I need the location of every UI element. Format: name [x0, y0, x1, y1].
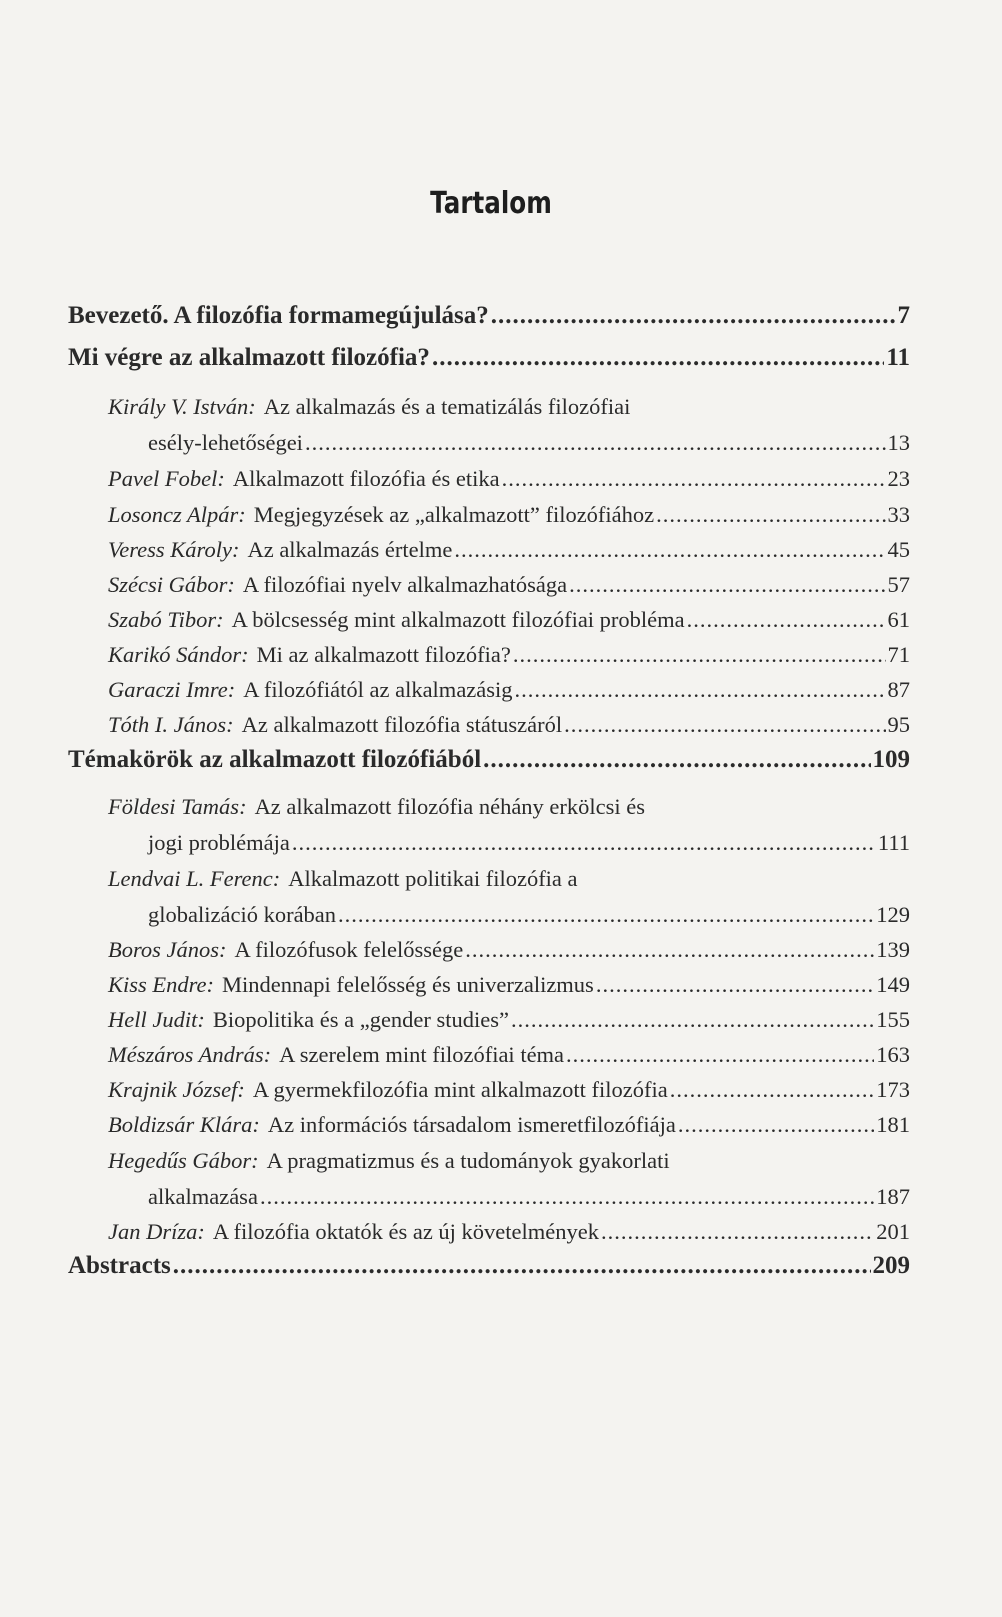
toc-entry	[68, 302, 910, 346]
dot-leader	[491, 302, 896, 330]
toc-entry	[68, 1042, 910, 1078]
page-title: Tartalom	[430, 186, 552, 221]
toc-entry	[68, 1252, 910, 1296]
toc-line	[108, 1007, 910, 1043]
toc-entry	[68, 572, 910, 608]
dot-leader	[305, 430, 886, 456]
dot-leader	[564, 712, 885, 738]
dot-leader	[465, 937, 874, 963]
entry-title-continuation: globalizáció korában	[148, 902, 337, 927]
page-number: 45	[887, 537, 910, 562]
page-number: 173	[876, 1077, 910, 1102]
toc-line	[108, 537, 910, 573]
toc-line	[68, 746, 910, 790]
toc-line	[108, 937, 910, 973]
toc-entry	[68, 502, 910, 538]
toc-entry	[68, 344, 910, 388]
toc-line	[108, 607, 910, 643]
entry-title: Bevezető. A filozófia formamegújulása?	[68, 302, 489, 329]
toc-line	[108, 572, 910, 608]
entry-title: Biopolitika és a „gender studies”	[212, 1007, 510, 1032]
toc-entry	[68, 1219, 910, 1255]
entry-title: Témakörök az alkalmazott filozófiából	[68, 746, 482, 773]
entry-title-continuation: alkalmazása	[148, 1184, 258, 1209]
toc-line	[108, 794, 910, 830]
dot-leader	[502, 466, 886, 492]
dot-leader	[338, 902, 874, 928]
entry-title: A szerelem mint filozófiai téma	[279, 1042, 565, 1067]
entry-title: Az alkalmazás és a tematizálás filozófiai	[263, 394, 631, 419]
toc-line	[68, 344, 910, 388]
page-number: 95	[887, 712, 910, 737]
dot-leader	[678, 1112, 874, 1138]
entry-author: Karikó Sándor:	[108, 642, 249, 667]
dot-leader	[601, 1219, 874, 1245]
page-number: 87	[887, 677, 910, 702]
toc-line	[108, 1112, 910, 1148]
toc-entry	[68, 712, 910, 748]
page-number: 61	[887, 607, 910, 632]
dot-leader	[569, 572, 885, 598]
toc-line	[108, 972, 910, 1008]
toc-line	[68, 1252, 910, 1296]
toc-line	[108, 677, 910, 713]
entry-title-continuation: jogi problémája	[148, 830, 290, 855]
page-number: 13	[887, 430, 910, 455]
toc-line	[108, 466, 910, 502]
toc-line	[108, 1077, 910, 1113]
dot-leader	[483, 746, 870, 774]
entry-author: Losoncz Alpár:	[108, 502, 246, 527]
page-number: 163	[876, 1042, 910, 1067]
entry-author: Földesi Tamás:	[108, 794, 247, 819]
toc-entry	[68, 1112, 910, 1148]
toc-entry	[68, 466, 910, 502]
toc-line	[108, 642, 910, 678]
entry-title: Az információs társadalom ismeretfilozófiája	[267, 1112, 676, 1137]
entry-title: Az alkalmazott filozófia néhány erkölcsi és	[254, 794, 646, 819]
dot-leader	[656, 502, 885, 528]
dot-leader	[513, 642, 886, 668]
page-number: 33	[887, 502, 910, 527]
entry-author: Király V. István:	[108, 394, 256, 419]
entry-title: Mi végre az alkalmazott filozófia?	[68, 344, 430, 371]
dot-leader	[670, 1077, 875, 1103]
page-number: 139	[876, 937, 910, 962]
toc-line-continuation	[108, 902, 910, 938]
page-number: 111	[877, 830, 910, 855]
page-number: 181	[876, 1112, 910, 1137]
page-number: 7	[897, 302, 910, 329]
dot-leader	[454, 537, 885, 563]
dot-leader	[515, 677, 886, 703]
entry-title: A gyermekfilozófia mint alkalmazott filozófia	[252, 1077, 668, 1102]
toc-entry	[68, 537, 910, 573]
entry-author: Szécsi Gábor:	[108, 572, 235, 597]
toc-line	[108, 712, 910, 748]
page-number: 23	[887, 466, 910, 491]
page-number: 57	[887, 572, 910, 597]
toc-entry	[68, 677, 910, 713]
page-number: 187	[876, 1184, 910, 1209]
entry-author: Veress Károly:	[108, 537, 240, 562]
entry-title: A filozófiai nyelv alkalmazhatósága	[242, 572, 568, 597]
page-number: 11	[886, 344, 910, 371]
toc-entry	[68, 1148, 910, 1220]
page-number: 209	[872, 1252, 910, 1279]
entry-title-continuation: esély-lehetőségei	[148, 430, 303, 455]
dot-leader	[596, 972, 874, 998]
toc-line	[108, 866, 910, 902]
entry-title: Mi az alkalmazott filozófia?	[256, 642, 511, 667]
toc-line	[108, 1042, 910, 1078]
toc-entry	[68, 972, 910, 1008]
entry-title: Megjegyzések az „alkalmazott” filozófiához	[253, 502, 655, 527]
dot-leader	[566, 1042, 874, 1068]
toc-line	[108, 394, 910, 430]
toc-line	[108, 1219, 910, 1255]
page-number: 71	[887, 642, 910, 667]
entry-title: A bölcsesség mint alkalmazott filozófiai probléma	[231, 607, 685, 632]
entry-title: Alkalmazott filozófia és etika	[232, 466, 500, 491]
page-number: 109	[872, 746, 910, 773]
toc-entry	[68, 1007, 910, 1043]
toc-entry	[68, 394, 910, 466]
entry-author: Boros János:	[108, 937, 227, 962]
page-number: 155	[876, 1007, 910, 1032]
entry-title: A filozófia oktatók és az új követelmények	[212, 1219, 600, 1244]
entry-author: Boldizsár Klára:	[108, 1112, 260, 1137]
toc-line	[68, 302, 910, 346]
toc-entry	[68, 1077, 910, 1113]
toc-line-continuation	[108, 830, 910, 866]
entry-title: Alkalmazott politikai filozófia a	[288, 866, 578, 891]
page-number: 149	[876, 972, 910, 997]
toc-line	[108, 1148, 910, 1184]
toc-entry	[68, 794, 910, 866]
toc-line	[108, 502, 910, 538]
entry-title: A filozófusok felelőssége	[234, 937, 464, 962]
entry-author: Kiss Endre:	[108, 972, 215, 997]
entry-author: Hegedűs Gábor:	[108, 1148, 259, 1173]
entry-author: Garaczi Imre:	[108, 677, 236, 702]
entry-author: Mészáros András:	[108, 1042, 272, 1067]
toc-entry	[68, 607, 910, 643]
entry-author: Krajnik József:	[108, 1077, 245, 1102]
toc-entry	[68, 866, 910, 938]
page-number: 201	[876, 1219, 910, 1244]
entry-author: Szabó Tibor:	[108, 607, 224, 632]
entry-author: Hell Judit:	[108, 1007, 205, 1032]
dot-leader	[292, 830, 876, 856]
page-number: 129	[876, 902, 910, 927]
entry-author: Pavel Fobel:	[108, 466, 225, 491]
entry-title: Az alkalmazott filozófia státuszáról	[241, 712, 563, 737]
entry-author: Tóth I. János:	[108, 712, 234, 737]
entry-title: Mindennapi felelősség és univerzalizmus	[222, 972, 594, 997]
toc-entry	[68, 746, 910, 790]
entry-title: A filozófiától az alkalmazásig	[243, 677, 513, 702]
dot-leader	[687, 607, 886, 633]
toc-line-continuation	[108, 430, 910, 466]
entry-title: Abstracts	[68, 1252, 171, 1279]
toc-line-continuation	[108, 1184, 910, 1220]
dot-leader	[432, 344, 884, 372]
dot-leader	[511, 1007, 874, 1033]
entry-author: Lendvai L. Ferenc:	[108, 866, 281, 891]
dot-leader	[173, 1252, 871, 1280]
toc-entry	[68, 642, 910, 678]
toc-entry	[68, 937, 910, 973]
entry-title: Az alkalmazás értelme	[247, 537, 453, 562]
entry-author: Jan Dríza:	[108, 1219, 205, 1244]
entry-title: A pragmatizmus és a tudományok gyakorlati	[266, 1148, 670, 1173]
dot-leader	[260, 1184, 874, 1210]
